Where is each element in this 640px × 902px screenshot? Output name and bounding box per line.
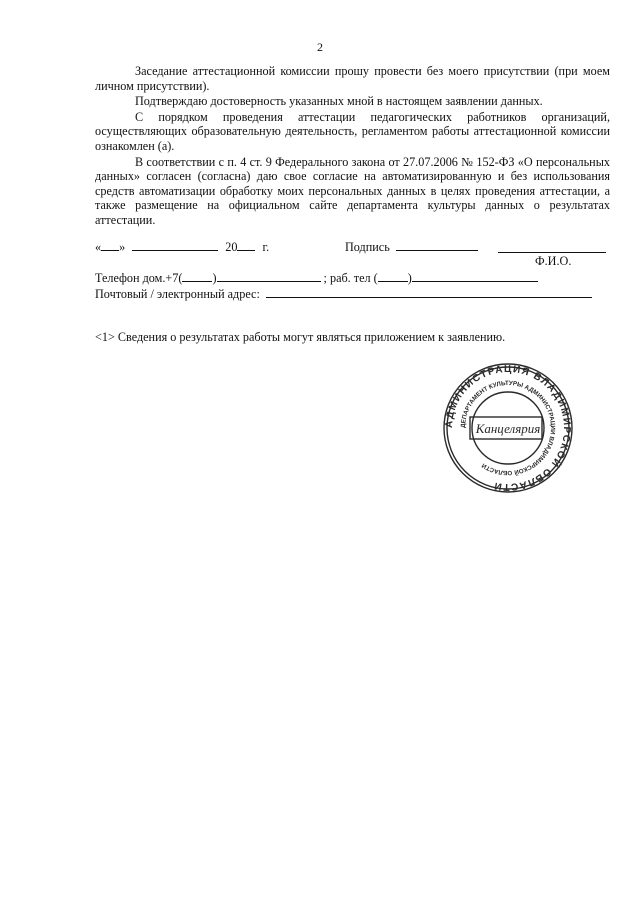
- fio-blank[interactable]: [498, 252, 606, 253]
- signature-blank[interactable]: [396, 239, 478, 251]
- day-blank[interactable]: [101, 239, 119, 251]
- paragraph-procedure: С порядком проведения аттестации педагогических работников организаций, осуществляющих образовательную деятельность, регламентом работы аттестационной комиссии ознакомлен (а).: [95, 109, 610, 153]
- address-blank[interactable]: [266, 286, 592, 298]
- paragraph-confirmation: Подтверждаю достоверность указанных мной в настоящем заявлении данных.: [135, 94, 543, 109]
- date-row: [95, 239, 269, 255]
- work-phone-close-paren: ): [407, 271, 412, 285]
- home-phone-label: Телефон дом.+7(: [95, 271, 183, 285]
- statement-body: [95, 64, 610, 228]
- signature-group: [345, 239, 478, 255]
- year-prefix: 20: [225, 240, 238, 254]
- office-stamp: [442, 362, 574, 494]
- address-label: Почтовый / электронный адрес:: [95, 287, 260, 301]
- footnote: <1> Сведения о результатах работы могут являться приложением к заявлению.: [95, 330, 506, 344]
- stamp-center-text: Канцелярия: [475, 421, 541, 436]
- paragraph-attendance: Заседание аттестационной комиссии прошу провести без моего присутствии (при моем личном присутствии).: [95, 64, 610, 93]
- fio-label: Ф.И.О.: [535, 254, 572, 268]
- paragraph-consent: В соответствии с п. 4 ст. 9 Федерального закона от 27.07.2006 № 152-ФЗ «О персональных данных» согласен (согласна) даю свое согласие на автоматизированную и без использования средств автоматизации обработку моих персональных данных в целях проведения аттестации, а также размещение на официальном сайте департамента культуры данных о результатах аттестации.: [95, 154, 610, 227]
- page-number: 2: [317, 40, 323, 54]
- work-phone-number-blank[interactable]: [412, 270, 538, 282]
- close-quote: »: [119, 240, 126, 254]
- home-phone-close-paren: ): [212, 271, 217, 285]
- year-suffix: г.: [262, 240, 270, 254]
- home-phone-number-blank[interactable]: [217, 270, 321, 282]
- phone-row: [95, 270, 538, 286]
- stamp-outer-text: АДМИНИСТРАЦИЯ ВЛАДИМИРСКОЙ ОБЛАСТИ: [443, 363, 573, 493]
- open-quote: «: [95, 240, 102, 254]
- year-blank[interactable]: [237, 239, 255, 251]
- work-phone-code-blank[interactable]: [378, 270, 408, 282]
- stamp-inner-text: ДЕПАРТАМЕНТ КУЛЬТУРЫ АДМИНИСТРАЦИИ ВЛАДИМИРСКОЙ ОБЛАСТИ: [459, 379, 557, 477]
- work-phone-label: ; раб. тел (: [323, 271, 378, 285]
- signature-label: Подпись: [345, 240, 390, 254]
- address-row: [95, 286, 592, 302]
- home-phone-code-blank[interactable]: [182, 270, 212, 282]
- month-blank[interactable]: [132, 239, 218, 251]
